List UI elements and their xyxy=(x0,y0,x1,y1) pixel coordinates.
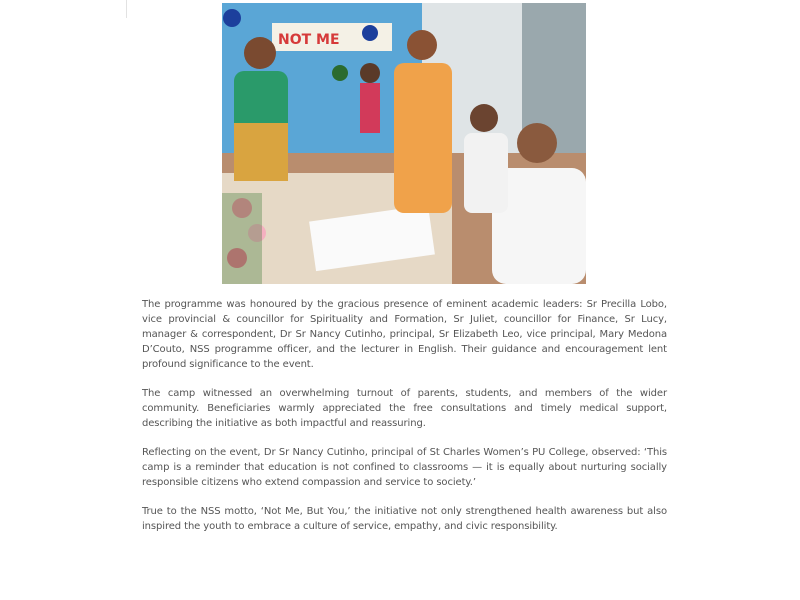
paragraph-dignitaries: The programme was honoured by the gracious presence of eminent academic leaders: Sr Precilla Lobo, vice provincial & councillor for Spirituality and Formation, Sr Juliet, councillor for Finance, Sr Lucy, manager & correspondent, Dr Sr Nancy Cutinho, principal, Sr Elizabeth Leo, vice principal, Mary Medona D’Couto, NSS programme officer, and the lecturer in English. Their guidance and encouragement lent profound significance to the event. xyxy=(142,299,667,370)
banner-text: NOT ME xyxy=(278,32,340,48)
paragraph-turnout: The camp witnessed an overwhelming turnout of parents, students, and members of the wider community. Beneficiaries warmly appreciated the free consultations and timely medical support, describing the initiative as both impactful and reassuring. xyxy=(142,388,667,429)
event-photo xyxy=(222,3,586,284)
paragraph-nss-motto: True to the NSS motto, ‘Not Me, But You,’ the initiative not only strengthened health awareness but also inspired the youth to embrace a culture of service, empathy, and civic responsibility. xyxy=(142,506,667,532)
page-edge-divider xyxy=(126,0,127,18)
article-body xyxy=(142,297,667,548)
paragraph-principal-quote: Reflecting on the event, Dr Sr Nancy Cutinho, principal of St Charles Women’s PU College, observed: ‘This camp is a reminder that education is not confined to classrooms — it is equally about nurturing socially responsible citizens who extend compassion and service to society.’ xyxy=(142,447,667,488)
event-photo-icon xyxy=(222,3,586,284)
